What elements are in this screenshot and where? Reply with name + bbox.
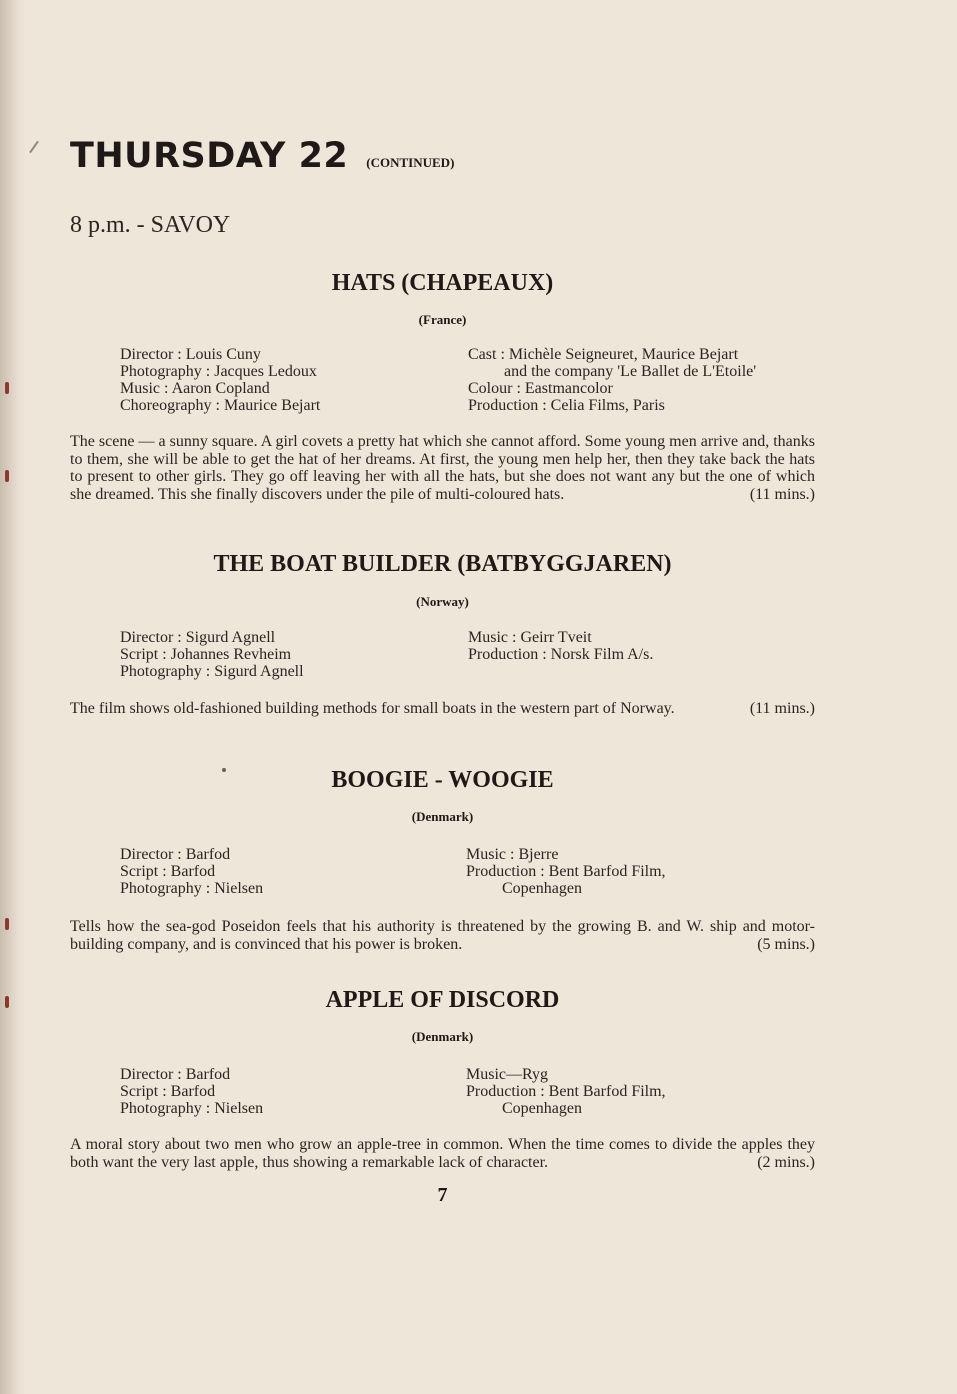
credit-line: Photography : Nielsen <box>120 1100 264 1117</box>
credit-line: Copenhagen <box>502 1100 582 1117</box>
film-credits-right <box>466 846 666 897</box>
film-credits-right <box>466 1066 666 1117</box>
film-credits-left <box>120 346 320 414</box>
film-credits-right <box>468 346 756 414</box>
credit-line: Script : Barfod <box>120 1083 216 1100</box>
film-duration: (2 mins.) <box>757 1153 815 1171</box>
film-credits-left <box>120 846 263 897</box>
credit-line: and the company 'Le Ballet de L'Etoile' <box>504 363 757 380</box>
day-header <box>70 136 454 176</box>
film-country: (Denmark) <box>411 1029 474 1044</box>
day-subtitle: (CONTINUED) <box>366 155 455 170</box>
credit-line: Production : Bent Barfod Film, <box>466 1083 666 1100</box>
synopsis-text: The film shows old-fashioned building methods for small boats in the western part of Norway. <box>70 700 675 717</box>
page-number: 7 <box>437 1184 448 1206</box>
synopsis-text: A moral story about two men who grow an apple-tree in common. When the time comes to divide the apples they both want the very last apple, thus showing a remarkable lack of character. <box>70 1136 815 1171</box>
synopsis-text: Tells how the sea-god Poseidon feels that his authority is threatened by the growing B. and W. ship and motor-building company, and is convinced that his power is broken. <box>70 918 815 953</box>
credit-line: Director : Barfod <box>120 846 231 863</box>
credit-line: Production : Norsk Film A/s. <box>468 646 654 663</box>
film-duration: (11 mins.) <box>749 485 815 503</box>
film-synopsis <box>70 700 815 718</box>
binding-mark <box>5 470 9 482</box>
credit-line: Cast : Michèle Seigneuret, Maurice Bejart <box>468 346 739 363</box>
credit-line: Script : Barfod <box>120 863 216 880</box>
credit-line: Director : Sigurd Agnell <box>120 629 276 646</box>
credit-line: Choreography : Maurice Bejart <box>120 397 321 414</box>
credit-line: Photography : Nielsen <box>120 880 264 897</box>
credit-line: Colour : Eastmancolor <box>468 380 613 397</box>
binding-mark <box>5 382 9 394</box>
film-country: (Denmark) <box>411 809 474 824</box>
day-title: THURSDAY 22 <box>70 136 349 176</box>
binding-mark <box>5 918 9 930</box>
credit-line: Script : Johannes Revheim <box>120 646 292 663</box>
film-credits-left <box>120 629 304 680</box>
credit-line: Music : Aaron Copland <box>120 380 270 397</box>
film-title: THE BOAT BUILDER (BATBYGGJAREN) <box>213 551 672 577</box>
credit-line: Production : Celia Films, Paris <box>468 397 665 414</box>
credit-line: Music : Geirr Tveit <box>468 629 592 646</box>
page-binding-shadow <box>0 0 26 1394</box>
film-country: (France) <box>418 312 467 327</box>
credit-line: Photography : Sigurd Agnell <box>120 663 304 680</box>
film-synopsis <box>70 1136 815 1171</box>
film-synopsis <box>70 918 815 953</box>
film-credits-left <box>120 1066 263 1117</box>
credit-line: Music—Ryg <box>466 1066 549 1083</box>
credit-line: Photography : Jacques Ledoux <box>120 363 317 380</box>
synopsis-text: The scene — a sunny square. A girl covets a pretty hat which she cannot afford. Some young men arrive and, thanks to them, she will be able to get the hat of her dreams. At first, the young men help her, then they take back the hats to present to other girls. They go off leaving her with all the hats, but she does not want any but the one of which she dreamed. This she finally discovers under the pile of multi-coloured hats. <box>70 433 815 503</box>
film-synopsis <box>70 433 815 503</box>
credit-line: Director : Barfod <box>120 1066 231 1083</box>
film-title: BOOGIE - WOOGIE <box>331 767 554 793</box>
credit-line: Director : Louis Cuny <box>120 346 261 363</box>
credit-line: Copenhagen <box>502 880 582 897</box>
credit-line: Production : Bent Barfod Film, <box>466 863 666 880</box>
film-title: APPLE OF DISCORD <box>325 987 560 1013</box>
credit-line: Music : Bjerre <box>466 846 559 863</box>
film-duration: (5 mins.) <box>757 935 815 953</box>
film-duration: (11 mins.) <box>749 700 815 717</box>
film-title: HATS (CHAPEAUX) <box>331 270 554 296</box>
binding-mark <box>5 996 9 1008</box>
time-venue: 8 p.m. - SAVOY <box>70 212 231 238</box>
pencil-mark <box>29 141 39 154</box>
film-credits-right <box>468 629 653 663</box>
film-country: (Norway) <box>416 594 469 609</box>
